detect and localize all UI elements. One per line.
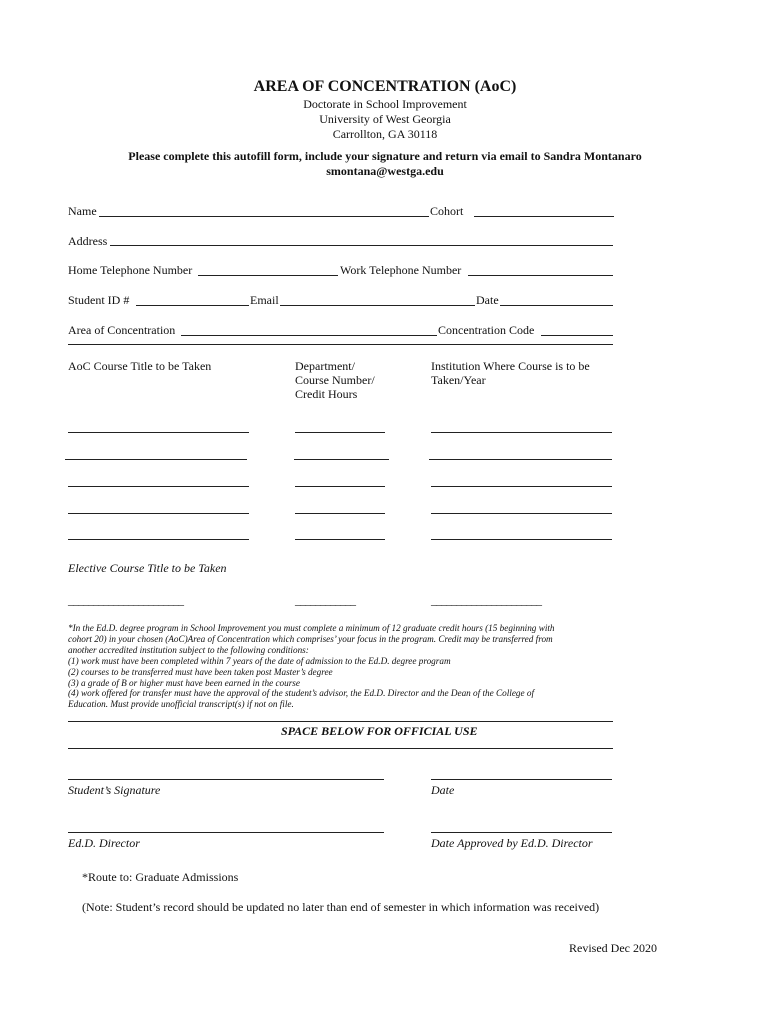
form-title: AREA OF CONCENTRATION (AoC) [253, 78, 517, 95]
course-dept-field[interactable] [295, 539, 385, 540]
student-signature-field[interactable] [68, 779, 384, 780]
date-label: Date [476, 293, 499, 307]
area-field[interactable] [181, 335, 437, 336]
department-header-line1: Department/ [295, 359, 355, 373]
student-id-label: Student ID # [68, 293, 130, 307]
program-name: Doctorate in School Improvement [303, 97, 467, 111]
home-phone-label: Home Telephone Number [68, 263, 193, 277]
elective-institution-field[interactable]: ______________________ [431, 593, 541, 607]
note-line: another accredited institution subject to the following conditions: [68, 644, 309, 655]
department-header [295, 359, 375, 401]
concentration-code-field[interactable] [541, 335, 613, 336]
route-text: *Route to: Graduate Admissions [82, 870, 239, 884]
course-institution-field[interactable] [431, 539, 612, 540]
director-signature-field[interactable] [68, 832, 384, 833]
institution-header-line2: Taken/Year [431, 373, 486, 387]
contact-email: smontana@westga.edu [326, 164, 444, 178]
work-phone-field[interactable] [468, 275, 613, 276]
work-phone-label: Work Telephone Number [340, 263, 462, 277]
course-institution-field[interactable] [429, 459, 612, 460]
update-note: (Note: Student’s record should be updated no later than end of semester in which information was received) [82, 900, 600, 914]
course-title-field[interactable] [68, 513, 249, 514]
student-id-field[interactable] [136, 305, 249, 306]
cohort-label: Cohort [430, 204, 464, 218]
course-title-header: AoC Course Title to be Taken [68, 359, 212, 373]
elective-title-field[interactable]: _______________________ [68, 593, 183, 607]
elective-dept-field[interactable]: ____________ [295, 593, 355, 607]
date-approved-label: Date Approved by Ed.D. Director [431, 836, 593, 850]
department-header-line2: Course Number/ [295, 373, 375, 387]
official-divider-bottom [68, 748, 613, 749]
institution-header-line1: Institution Where Course is to be [431, 359, 590, 373]
course-title-field[interactable] [68, 486, 249, 487]
note-line: cohort 20) in your chosen (AoC)Area of Concentration which comprises’ your focus in the program. Credit may be transferred from [68, 633, 553, 644]
course-title-field[interactable] [68, 432, 249, 433]
official-divider-top [68, 721, 613, 722]
name-field[interactable] [99, 216, 429, 217]
course-title-field[interactable] [68, 539, 249, 540]
note-line: (1) work must have been completed within 7 years of the date of admission to the Ed.D. degree program [68, 655, 451, 666]
area-label: Area of Concentration [68, 323, 176, 337]
course-title-field[interactable] [65, 459, 247, 460]
institution-header [431, 359, 590, 387]
instruction-text: Please complete this autofill form, include your signature and return via email to Sandra Montanaro [128, 149, 642, 163]
address-label: Address [68, 234, 108, 248]
address-field[interactable] [110, 245, 613, 246]
concentration-code-label: Concentration Code [438, 323, 535, 337]
signature-date-field[interactable] [431, 779, 612, 780]
note-line: (2) courses to be transferred must have been taken post Master’s degree [68, 666, 333, 677]
official-use-heading: SPACE BELOW FOR OFFICIAL USE [281, 724, 478, 738]
university-name: University of West Georgia [319, 112, 451, 126]
email-label: Email [250, 293, 279, 307]
note-line: Education. Must provide unofficial transcript(s) if not on file. [68, 699, 294, 710]
date-approved-field[interactable] [431, 832, 612, 833]
course-dept-field[interactable] [295, 486, 385, 487]
note-line: *In the Ed.D. degree program in School Improvement you must complete a minimum of 12 graduate credit hours (15 beginning with [68, 623, 555, 633]
course-institution-field[interactable] [431, 432, 612, 433]
section-divider [68, 344, 613, 345]
signature-date-label: Date [431, 783, 455, 797]
name-label: Name [68, 204, 97, 218]
home-phone-field[interactable] [198, 275, 338, 276]
director-label: Ed.D. Director [68, 836, 140, 850]
course-dept-field[interactable] [295, 513, 385, 514]
date-field[interactable] [500, 305, 613, 306]
email-field[interactable] [280, 305, 475, 306]
course-institution-field[interactable] [431, 513, 612, 514]
course-dept-field[interactable] [295, 432, 385, 433]
note-line: (3) a grade of B or higher must have been earned in the course [68, 677, 300, 688]
university-city: Carrollton, GA 30118 [332, 127, 438, 141]
course-institution-field[interactable] [431, 486, 612, 487]
transfer-credit-note [68, 623, 613, 710]
revision-date: Revised Dec 2020 [569, 941, 657, 955]
course-dept-field[interactable] [294, 459, 389, 460]
elective-label: Elective Course Title to be Taken [68, 561, 227, 575]
student-signature-label: Student’s Signature [68, 783, 161, 797]
department-header-line3: Credit Hours [295, 387, 358, 401]
note-line: (4) work offered for transfer must have the approval of the student’s advisor, the Ed.D. Director and the Dean of the College of [68, 688, 535, 699]
cohort-field[interactable] [474, 216, 614, 217]
